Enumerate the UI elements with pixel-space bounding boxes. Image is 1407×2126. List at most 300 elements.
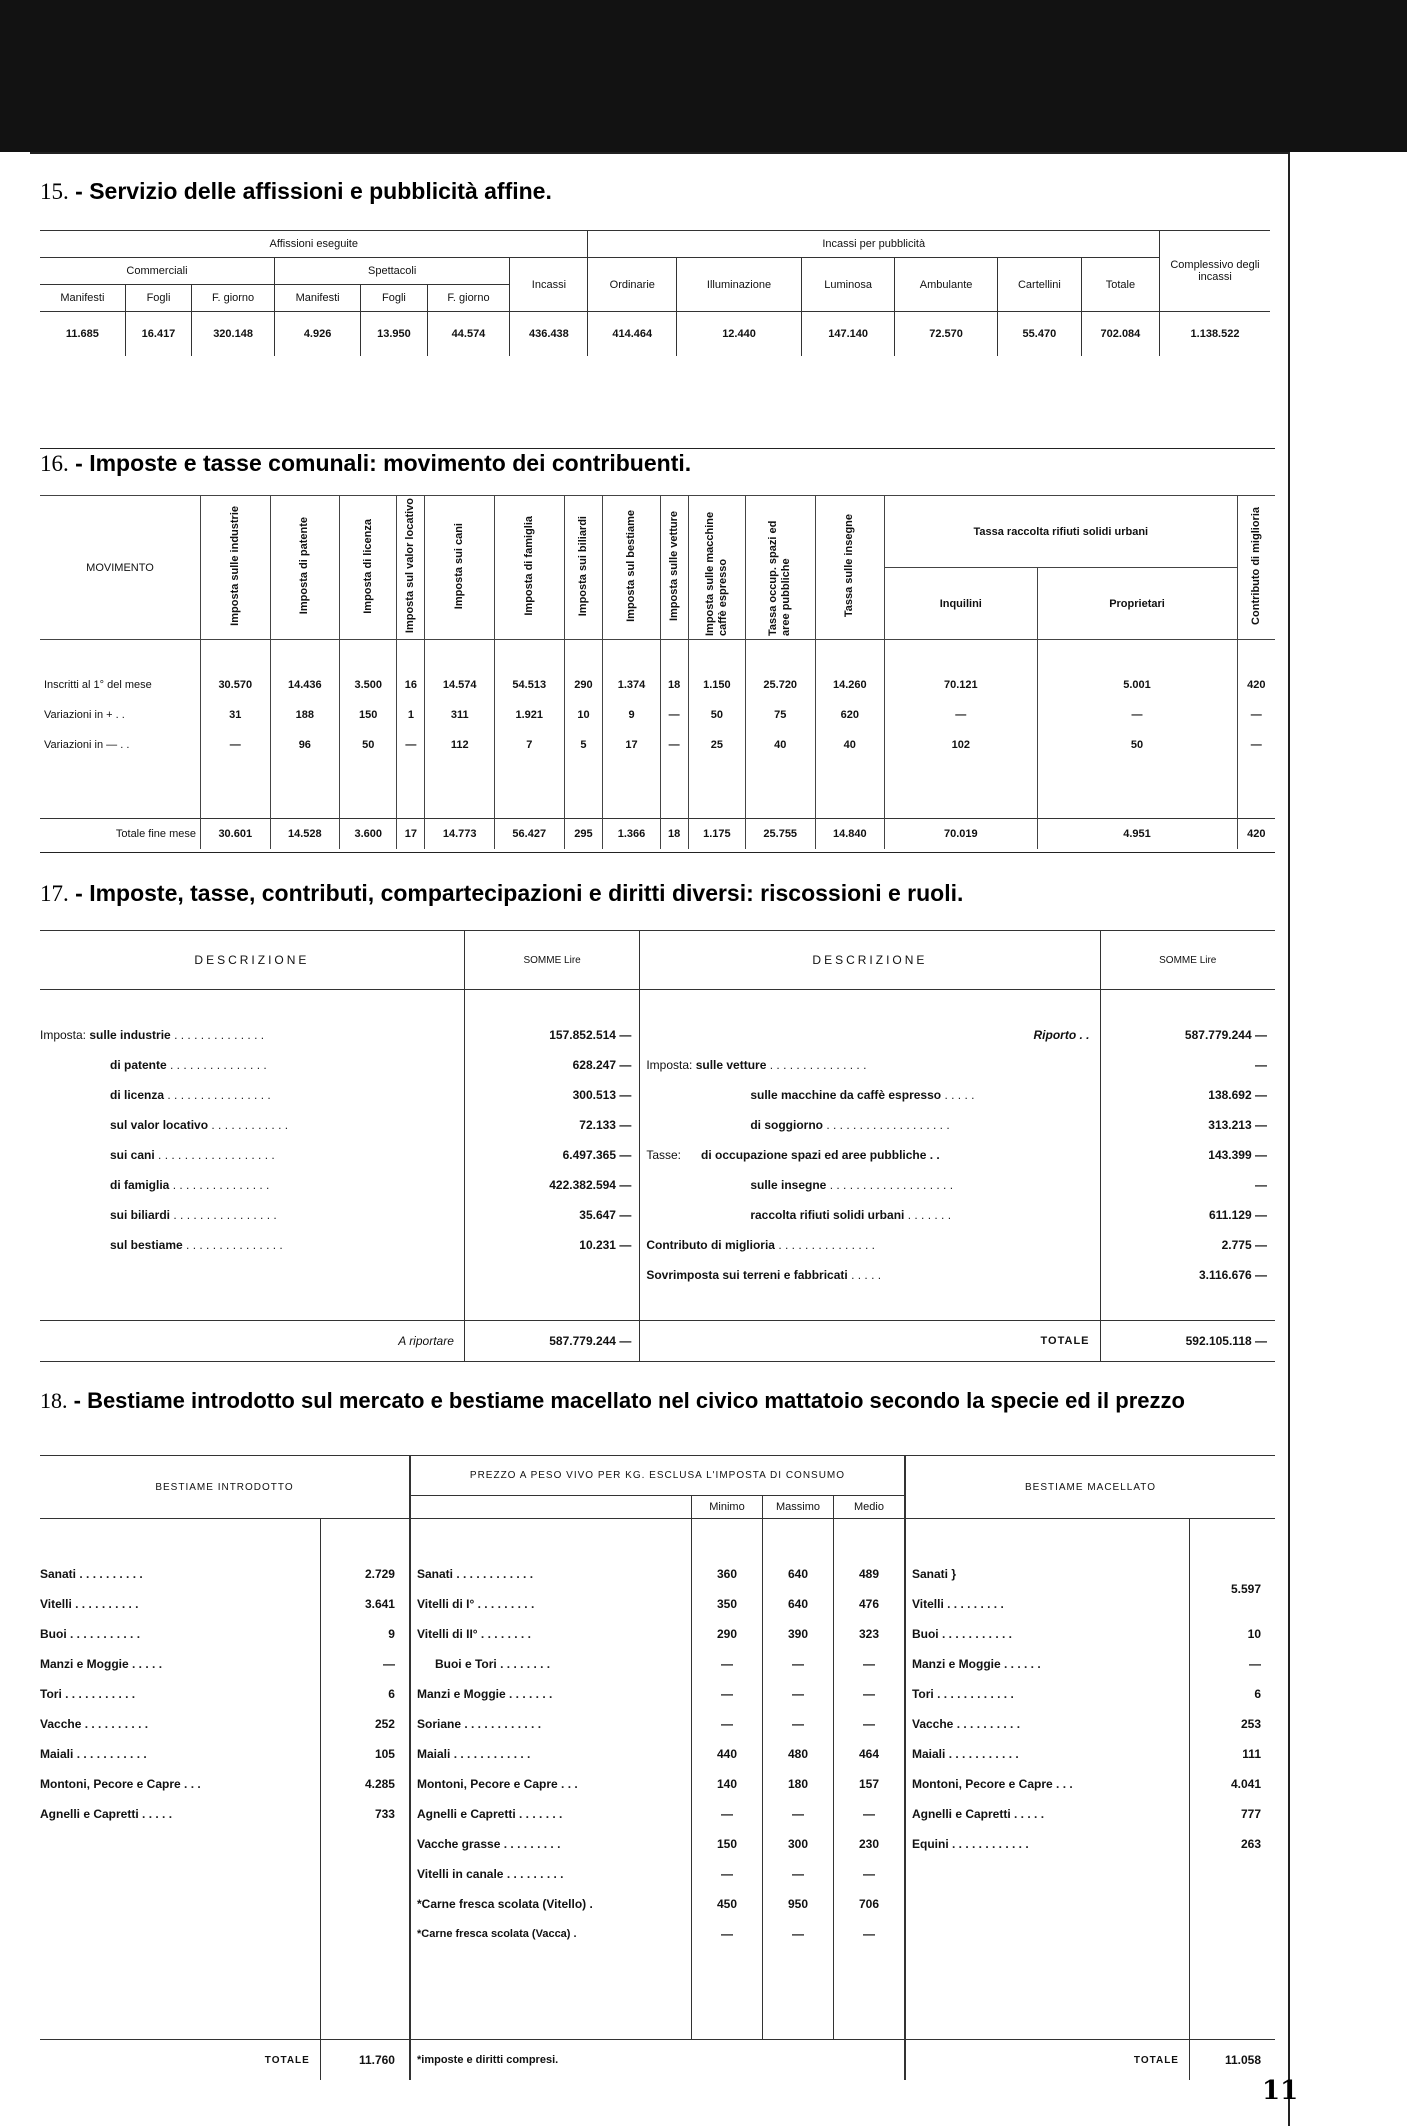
- row-label: Riporto . .: [1033, 1028, 1090, 1042]
- row-label: sui biliardi: [110, 1208, 171, 1222]
- section-heading: - Bestiame introdotto sul mercato e bestiame macellato nel civico mattatoio secondo la specie ed il prezzo: [73, 1388, 1185, 1413]
- cell-value: 290: [564, 670, 603, 700]
- row-label: Manzi e Moggie: [40, 1657, 129, 1671]
- cell-value: 295: [564, 819, 603, 850]
- cell-value: 25: [688, 730, 745, 760]
- cell-value: 702.084: [1081, 312, 1159, 357]
- row-label: Vitelli: [40, 1597, 72, 1611]
- table-row: Vacche grasse . . . . . . . . . 150 300 230 Equini . . . . . . . . . . . . 263: [40, 1829, 1275, 1859]
- table-row: [40, 700, 1275, 730]
- total-label: TOTALE: [640, 1321, 1100, 1362]
- cell-value: 102: [885, 730, 1037, 760]
- row-label: Manzi e Moggie: [911, 1657, 1001, 1671]
- col-header: Tassa sulle insegne: [843, 514, 856, 618]
- cell-value: 147.140: [801, 312, 894, 357]
- cell-value: 5.001: [1037, 670, 1237, 700]
- price-min: —: [691, 1709, 762, 1739]
- row-prefix: Tasse:: [646, 1148, 682, 1162]
- table-riscossioni: [40, 930, 1275, 1362]
- row-value: 4.285: [320, 1769, 410, 1799]
- row-value: —: [320, 1649, 410, 1679]
- row-label: Sanati: [416, 1567, 453, 1581]
- cell-value: 44.574: [427, 312, 510, 357]
- row-label: Soriane: [416, 1717, 461, 1731]
- row-value: —: [1189, 1649, 1275, 1679]
- row-label: sui cani: [110, 1148, 155, 1162]
- price-max: 640: [762, 1559, 833, 1589]
- cell-value: —: [1250, 739, 1262, 751]
- price-min: 450: [691, 1889, 762, 1919]
- row-label: sulle macchine da caffè espresso: [750, 1088, 942, 1102]
- row-amount: 6.497.365 —: [464, 1140, 639, 1170]
- table-row: Sovrimposta sui terreni e fabbricati . . . . . 3.116.676 —: [40, 1260, 1275, 1290]
- col-header: Imposta sulle industrie: [228, 506, 241, 626]
- price-max: 950: [762, 1889, 833, 1919]
- price-max: 480: [762, 1739, 833, 1769]
- row-label: Montoni, Pecore e Capre: [416, 1777, 558, 1791]
- group-affissioni: Affissioni eseguite: [40, 231, 588, 258]
- price-max: 640: [762, 1589, 833, 1619]
- row-amount: 72.133 —: [464, 1110, 639, 1140]
- col-f-giorno: F. giorno: [192, 285, 275, 312]
- cell-value: 17: [397, 819, 425, 850]
- row-label: *Carne fresca scolata (Vitello): [416, 1897, 587, 1911]
- cell-value: 420: [1247, 679, 1266, 691]
- section-heading: - Imposte, tasse, contributi, compartecipazioni e diritti diversi: riscossioni e ruoli.: [75, 880, 964, 906]
- total-amount: 587.779.244 —: [464, 1321, 639, 1362]
- col-movimento: MOVIMENTO: [40, 496, 201, 640]
- row-label: Maiali: [40, 1747, 74, 1761]
- frame-top-rule: [30, 152, 1290, 154]
- cell-value: 31: [201, 700, 271, 730]
- cell-value: 414.464: [588, 312, 677, 357]
- col-somme: SOMME Lire: [464, 931, 639, 990]
- cell-value: 13.950: [361, 312, 427, 357]
- table-row: Maiali . . . . . . . . . . . 105 Maiali . . . . . . . . . . . . 440 480 464 Maiali . . . . . . . . . . . 111: [40, 1739, 1275, 1769]
- price-min: —: [691, 1799, 762, 1829]
- section-17-title: [40, 880, 963, 907]
- row-amount: 300.513 —: [464, 1080, 639, 1110]
- table-row: [40, 312, 1270, 357]
- price-med: 489: [833, 1559, 905, 1589]
- price-min: 140: [691, 1769, 762, 1799]
- row-value: 111: [1189, 1739, 1275, 1769]
- price-min: 290: [691, 1619, 762, 1649]
- row-label: Agnelli e Capretti: [416, 1807, 516, 1821]
- col-header: Imposta sulle macchine caffè espresso: [703, 511, 729, 636]
- row-label: Sanati: [911, 1567, 948, 1581]
- row-value: 263: [1189, 1829, 1275, 1859]
- row-amount: 628.247 —: [464, 1050, 639, 1080]
- cell-value: 14.840: [815, 819, 885, 850]
- price-min: 440: [691, 1739, 762, 1769]
- row-prefix: Imposta:: [646, 1058, 693, 1072]
- row-label: Totale fine mese: [40, 819, 201, 850]
- table-row: di licenza . . . . . . . . . . . . . . . . 300.513 — sulle macchine da caffè espresso . . . . . 138.692 —: [40, 1080, 1275, 1110]
- cell-value: 17: [603, 730, 660, 760]
- price-med: 323: [833, 1619, 905, 1649]
- section-18-title: [40, 1388, 1185, 1414]
- row-label: sul valor locativo: [110, 1118, 209, 1132]
- row-amount: 313.213 —: [1100, 1110, 1275, 1140]
- row-label: Inscritti al 1° del mese: [40, 670, 201, 700]
- col-manifesti: Manifesti: [40, 285, 125, 312]
- col-header: Imposta sui biliardi: [576, 515, 589, 617]
- row-amount: 3.116.676 —: [1100, 1260, 1275, 1290]
- table-affissioni: [40, 230, 1270, 356]
- row-value: 6: [1189, 1679, 1275, 1709]
- row-amount: 10.231 —: [464, 1230, 639, 1260]
- price-max: —: [762, 1649, 833, 1679]
- cell-value: 1.366: [603, 819, 660, 850]
- cell-value: —: [1250, 709, 1262, 721]
- row-label: Buoi e Tori: [434, 1657, 497, 1671]
- cell-value: 150: [340, 700, 397, 730]
- price-med: —: [833, 1859, 905, 1889]
- table-bestiame: [40, 1455, 1275, 2080]
- frame-right-rule: [1288, 152, 1290, 2126]
- row-label: di licenza: [110, 1088, 165, 1102]
- col-header: Contributo di miglioria: [1249, 507, 1262, 625]
- col-header: Imposta sul valor locativo: [404, 498, 417, 634]
- row-label: di soggiorno: [750, 1118, 823, 1132]
- group-complessivo: Complessivo degli incassi: [1160, 231, 1271, 312]
- row-label: Vitelli di II°: [416, 1627, 478, 1641]
- table-row: sul bestiame . . . . . . . . . . . . . . . 10.231 — Contributo di miglioria . . . . . . . . . . . . . . . 2.775 —: [40, 1230, 1275, 1260]
- row-label: Manzi e Moggie: [416, 1687, 506, 1701]
- price-med: 157: [833, 1769, 905, 1799]
- row-label: Tori: [40, 1687, 62, 1701]
- table-row: di famiglia . . . . . . . . . . . . . . . 422.382.594 — sulle insegne . . . . . . . . . . . . . . . . . . . —: [40, 1170, 1275, 1200]
- cell-value: 436.438: [510, 312, 588, 357]
- col-totale: Totale: [1081, 258, 1159, 312]
- price-med: —: [833, 1919, 905, 1949]
- group-incassi-pubblicita: Incassi per pubblicità: [588, 231, 1160, 258]
- cell-value: 1.921: [494, 700, 564, 730]
- row-label: Tori: [911, 1687, 934, 1701]
- row-value: 253: [1189, 1709, 1275, 1739]
- row-label: di patente: [110, 1058, 167, 1072]
- cell-value: 40: [745, 730, 815, 760]
- table-row: Imposta: sulle industrie . . . . . . . . . . . . . . 157.852.514 — Riporto . . 587.779.244 —: [40, 1020, 1275, 1050]
- price-med: —: [833, 1649, 905, 1679]
- row-amount: 157.852.514 —: [464, 1020, 639, 1050]
- section-heading: - Servizio delle affissioni e pubblicità affine.: [75, 178, 552, 204]
- cell-value: 14.436: [270, 670, 340, 700]
- cell-value: 96: [270, 730, 340, 760]
- cell-value: —: [1037, 700, 1237, 730]
- scan-dark-border: [0, 0, 1407, 152]
- total-value: 11.058: [1189, 2040, 1275, 2081]
- cell-value: 25.720: [745, 670, 815, 700]
- cell-value: 16: [397, 670, 425, 700]
- col-luminosa: Luminosa: [801, 258, 894, 312]
- cell-value: 12.440: [677, 312, 802, 357]
- row-label: Buoi: [40, 1627, 67, 1641]
- row-value: 10: [1189, 1619, 1275, 1649]
- sub-spettacoli: Spettacoli: [274, 258, 509, 285]
- cell-value: 112: [425, 730, 495, 760]
- price-min: —: [691, 1859, 762, 1889]
- col-cartellini: Cartellini: [997, 258, 1081, 312]
- cell-value: 50: [340, 730, 397, 760]
- row-value: 6: [320, 1679, 410, 1709]
- table-row: di patente . . . . . . . . . . . . . . . 628.247 — Imposta: sulle vetture . . . . . . . . . . . . . . . —: [40, 1050, 1275, 1080]
- sub-commerciali: Commerciali: [40, 258, 274, 285]
- row-amount: 587.779.244 —: [1100, 1020, 1275, 1050]
- col-f-giorno-spett: F. giorno: [427, 285, 510, 312]
- cell-value: 620: [815, 700, 885, 730]
- cell-value: 7: [494, 730, 564, 760]
- row-label: Agnelli e Capretti: [911, 1807, 1011, 1821]
- table-row: Vacche . . . . . . . . . . 252 Soriane . . . . . . . . . . . . — — — Vacche . . . . . . . . . . 253: [40, 1709, 1275, 1739]
- cell-value: 188: [270, 700, 340, 730]
- cell-value: 1.374: [603, 670, 660, 700]
- cell-value: 54.513: [494, 670, 564, 700]
- table-row: *Carne fresca scolata (Vitello) . 450 950 706: [40, 1889, 1275, 1919]
- table-row: Vitelli in canale . . . . . . . . . — — —: [40, 1859, 1275, 1889]
- col-medio: Medio: [833, 1495, 905, 1518]
- row-label: Variazioni in — . .: [40, 730, 201, 760]
- cell-value: 18: [660, 670, 688, 700]
- price-med: —: [833, 1679, 905, 1709]
- row-label: *Carne fresca scolata (Vacca): [416, 1928, 571, 1940]
- price-min: —: [691, 1919, 762, 1949]
- table-row: Buoi . . . . . . . . . . . 9 Vitelli di II° . . . . . . . . 290 390 323 Buoi . . . . . . . . . . . 10: [40, 1619, 1275, 1649]
- table-row: Agnelli e Capretti . . . . . 733 Agnelli e Capretti . . . . . . . — — — Agnelli e Capretti . . . . . 777: [40, 1799, 1275, 1829]
- cell-value: 50: [688, 700, 745, 730]
- section-number: 16.: [40, 451, 69, 476]
- price-max: —: [762, 1799, 833, 1829]
- table-row: [40, 670, 1275, 700]
- row-amount: 2.775 —: [1100, 1230, 1275, 1260]
- cell-value: 320.148: [192, 312, 275, 357]
- row-value: 105: [320, 1739, 410, 1769]
- footnote: *imposte e diritti compresi.: [410, 2040, 905, 2081]
- price-max: —: [762, 1859, 833, 1889]
- row-label: Sanati: [40, 1567, 77, 1581]
- cell-value: 14.260: [815, 670, 885, 700]
- row-label: Vacche: [40, 1717, 82, 1731]
- total-label: A riportare: [40, 1321, 464, 1362]
- cell-value: 14.528: [270, 819, 340, 850]
- rule: [40, 852, 1275, 853]
- row-label: Vacche: [911, 1717, 954, 1731]
- row-amount: 138.692 —: [1100, 1080, 1275, 1110]
- col-massimo: Massimo: [762, 1495, 833, 1518]
- price-med: 706: [833, 1889, 905, 1919]
- table-row: sui biliardi . . . . . . . . . . . . . . . . 35.647 — raccolta rifiuti solidi urbani . . . . . . . 611.129 —: [40, 1200, 1275, 1230]
- row-label: Variazioni in + . .: [40, 700, 201, 730]
- price-max: —: [762, 1679, 833, 1709]
- section-16-title: [40, 450, 691, 477]
- total-label: TOTALE: [905, 2040, 1190, 2081]
- row-label: Montoni, Pecore e Capre: [911, 1777, 1053, 1791]
- row-amount: 143.399 —: [1100, 1140, 1275, 1170]
- col-header: Imposta di patente: [298, 517, 311, 615]
- cell-value: 4.951: [1037, 819, 1237, 850]
- row-prefix: Imposta:: [40, 1028, 87, 1042]
- cell-value: —: [660, 730, 688, 760]
- col-header: Imposta di famiglia: [522, 516, 535, 616]
- row-label: Vitelli: [911, 1597, 944, 1611]
- section-number: 15.: [40, 179, 69, 204]
- col-ambulante: Ambulante: [895, 258, 998, 312]
- section-heading: - Imposte e tasse comunali: movimento dei contribuenti.: [75, 450, 692, 476]
- col-minimo: Minimo: [691, 1495, 762, 1518]
- price-med: 230: [833, 1829, 905, 1859]
- price-med: 476: [833, 1589, 905, 1619]
- col-fogli-spett: Fogli: [361, 285, 427, 312]
- row-value: 2.729: [320, 1559, 410, 1589]
- page-mark: 11: [1262, 2076, 1299, 2106]
- price-max: 390: [762, 1619, 833, 1649]
- total-label: TOTALE: [40, 2040, 320, 2081]
- col-header: Imposta sulle vetture: [667, 510, 680, 622]
- row-value: 3.641: [320, 1589, 410, 1619]
- row-value: 5.597: [1189, 1559, 1275, 1619]
- col-descrizione-2: DESCRIZIONE: [640, 931, 1100, 990]
- section-number: 18.: [40, 1388, 68, 1413]
- cell-value: 14.773: [425, 819, 495, 850]
- cell-value: 30.570: [201, 670, 271, 700]
- row-label: di famiglia: [110, 1178, 170, 1192]
- cell-value: 30.601: [201, 819, 271, 850]
- row-label: Contributo di miglioria: [646, 1238, 775, 1252]
- cell-value: 3.600: [340, 819, 397, 850]
- col-illuminazione: Illuminazione: [677, 258, 802, 312]
- row-label: Vitelli in canale: [416, 1867, 504, 1881]
- table-contribuenti: [40, 495, 1275, 849]
- cell-value: 14.574: [425, 670, 495, 700]
- row-amount: —: [1100, 1050, 1275, 1080]
- cell-value: 72.570: [895, 312, 998, 357]
- price-max: 300: [762, 1829, 833, 1859]
- price-min: 350: [691, 1589, 762, 1619]
- price-min: 360: [691, 1559, 762, 1589]
- col-ordinarie: Ordinarie: [588, 258, 677, 312]
- price-max: —: [762, 1919, 833, 1949]
- row-amount: 611.129 —: [1100, 1200, 1275, 1230]
- col-inquilini: Inquilini: [885, 568, 1037, 640]
- row-label: Vacche grasse: [416, 1837, 501, 1851]
- table-row-total: [40, 1321, 1275, 1362]
- cell-value: —: [397, 730, 425, 760]
- row-value: 733: [320, 1799, 410, 1829]
- price-med: —: [833, 1709, 905, 1739]
- price-med: —: [833, 1799, 905, 1829]
- col-header: Imposta sui cani: [453, 522, 466, 610]
- table-row: Sanati . . . . . . . . . . 2.729 Sanati . . . . . . . . . . . . 360 640 489 Sanati } 5.597: [40, 1559, 1275, 1589]
- cell-value: 75: [745, 700, 815, 730]
- row-label: di occupazione spazi ed aree pubbliche . .: [701, 1148, 940, 1162]
- cell-value: 70.121: [885, 670, 1037, 700]
- col-incassi: Incassi: [510, 258, 588, 312]
- price-max: —: [762, 1709, 833, 1739]
- cell-value: 10: [564, 700, 603, 730]
- table-row: *Carne fresca scolata (Vacca) . — — —: [40, 1919, 1275, 1949]
- table-row: Tori . . . . . . . . . . . 6 Manzi e Moggie . . . . . . . — — — Tori . . . . . . . . . . . . 6: [40, 1679, 1275, 1709]
- table-row: Montoni, Pecore e Capre . . . 4.285 Montoni, Pecore e Capre . . . 140 180 157 Montoni, Pecore e Capre . . . 4.041: [40, 1769, 1275, 1799]
- cell-value: —: [201, 730, 271, 760]
- row-amount: 422.382.594 —: [464, 1170, 639, 1200]
- col-proprietari: Proprietari: [1037, 568, 1237, 640]
- rule: [40, 448, 1275, 449]
- col-bestiame-introdotto: BESTIAME INTRODOTTO: [40, 1456, 410, 1519]
- col-somme-2: SOMME Lire: [1100, 931, 1275, 990]
- row-label: Montoni, Pecore e Capre: [40, 1777, 181, 1791]
- row-value: 4.041: [1189, 1769, 1275, 1799]
- cell-value: 1.138.522: [1190, 328, 1240, 340]
- price-med: 464: [833, 1739, 905, 1769]
- col-tassa-rifiuti: Tassa raccolta rifiuti solidi urbani: [885, 496, 1237, 568]
- cell-value: 70.019: [885, 819, 1037, 850]
- table-row: Manzi e Moggie . . . . . — Buoi e Tori . . . . . . . . — — — Manzi e Moggie . . . . . . —: [40, 1649, 1275, 1679]
- cell-value: 11.685: [40, 312, 125, 357]
- cell-value: 1.150: [688, 670, 745, 700]
- row-amount: —: [1100, 1170, 1275, 1200]
- row-label: sul bestiame: [110, 1238, 183, 1252]
- cell-value: 4.926: [274, 312, 360, 357]
- col-header: Imposta di licenza: [361, 518, 374, 614]
- cell-value: 1.175: [688, 819, 745, 850]
- table-row-total: [40, 819, 1275, 850]
- cell-value: 9: [603, 700, 660, 730]
- row-label: sulle vetture: [695, 1058, 767, 1072]
- row-value: 9: [320, 1619, 410, 1649]
- table-row-total: [40, 2040, 1275, 2081]
- row-amount: 35.647 —: [464, 1200, 639, 1230]
- price-max: 180: [762, 1769, 833, 1799]
- cell-value: 420: [1237, 819, 1275, 850]
- row-label: sulle industrie: [89, 1028, 171, 1042]
- row-label: Equini: [911, 1837, 949, 1851]
- row-value: 777: [1189, 1799, 1275, 1829]
- table-row: sui cani . . . . . . . . . . . . . . . . . . 6.497.365 — Tasse: di occupazione spazi ed aree pubbliche . . 143.399 —: [40, 1140, 1275, 1170]
- col-manifesti-spett: Manifesti: [274, 285, 360, 312]
- table-row: Vitelli . . . . . . . . . . 3.641 Vitelli di I° . . . . . . . . . 350 640 476 Vitelli . . . . . . . . .: [40, 1589, 1275, 1619]
- cell-value: 1: [397, 700, 425, 730]
- row-label: Buoi: [911, 1627, 939, 1641]
- row-label: Agnelli e Capretti: [40, 1807, 139, 1821]
- cell-value: 16.417: [125, 312, 191, 357]
- table-row: [40, 730, 1275, 760]
- row-value: 252: [320, 1709, 410, 1739]
- col-prezzo: PREZZO A PESO VIVO PER KG. ESCLUSA L'IMPOSTA DI CONSUMO: [410, 1456, 905, 1496]
- col-header: Tassa occup. spazi ed aree pubbliche: [767, 520, 793, 636]
- col-bestiame-macellato: BESTIAME MACELLATO: [905, 1456, 1275, 1519]
- cell-value: 3.500: [340, 670, 397, 700]
- total-amount: 592.105.118 —: [1100, 1321, 1275, 1362]
- row-label: Vitelli di I°: [416, 1597, 475, 1611]
- cell-value: 25.755: [745, 819, 815, 850]
- cell-value: 5: [564, 730, 603, 760]
- price-min: 150: [691, 1829, 762, 1859]
- cell-value: 40: [815, 730, 885, 760]
- cell-value: 56.427: [494, 819, 564, 850]
- price-min: —: [691, 1679, 762, 1709]
- cell-value: 311: [425, 700, 495, 730]
- col-descrizione: DESCRIZIONE: [40, 931, 464, 990]
- row-label: Maiali: [911, 1747, 946, 1761]
- col-fogli: Fogli: [125, 285, 191, 312]
- row-label: Maiali: [416, 1747, 451, 1761]
- row-label: Sovrimposta sui terreni e fabbricati: [646, 1268, 848, 1282]
- cell-value: 55.470: [997, 312, 1081, 357]
- cell-value: —: [885, 700, 1037, 730]
- total-value: 11.760: [320, 2040, 410, 2081]
- table-row: sul valor locativo . . . . . . . . . . . . 72.133 — di soggiorno . . . . . . . . . . . . . . . . . . . 313.213 —: [40, 1110, 1275, 1140]
